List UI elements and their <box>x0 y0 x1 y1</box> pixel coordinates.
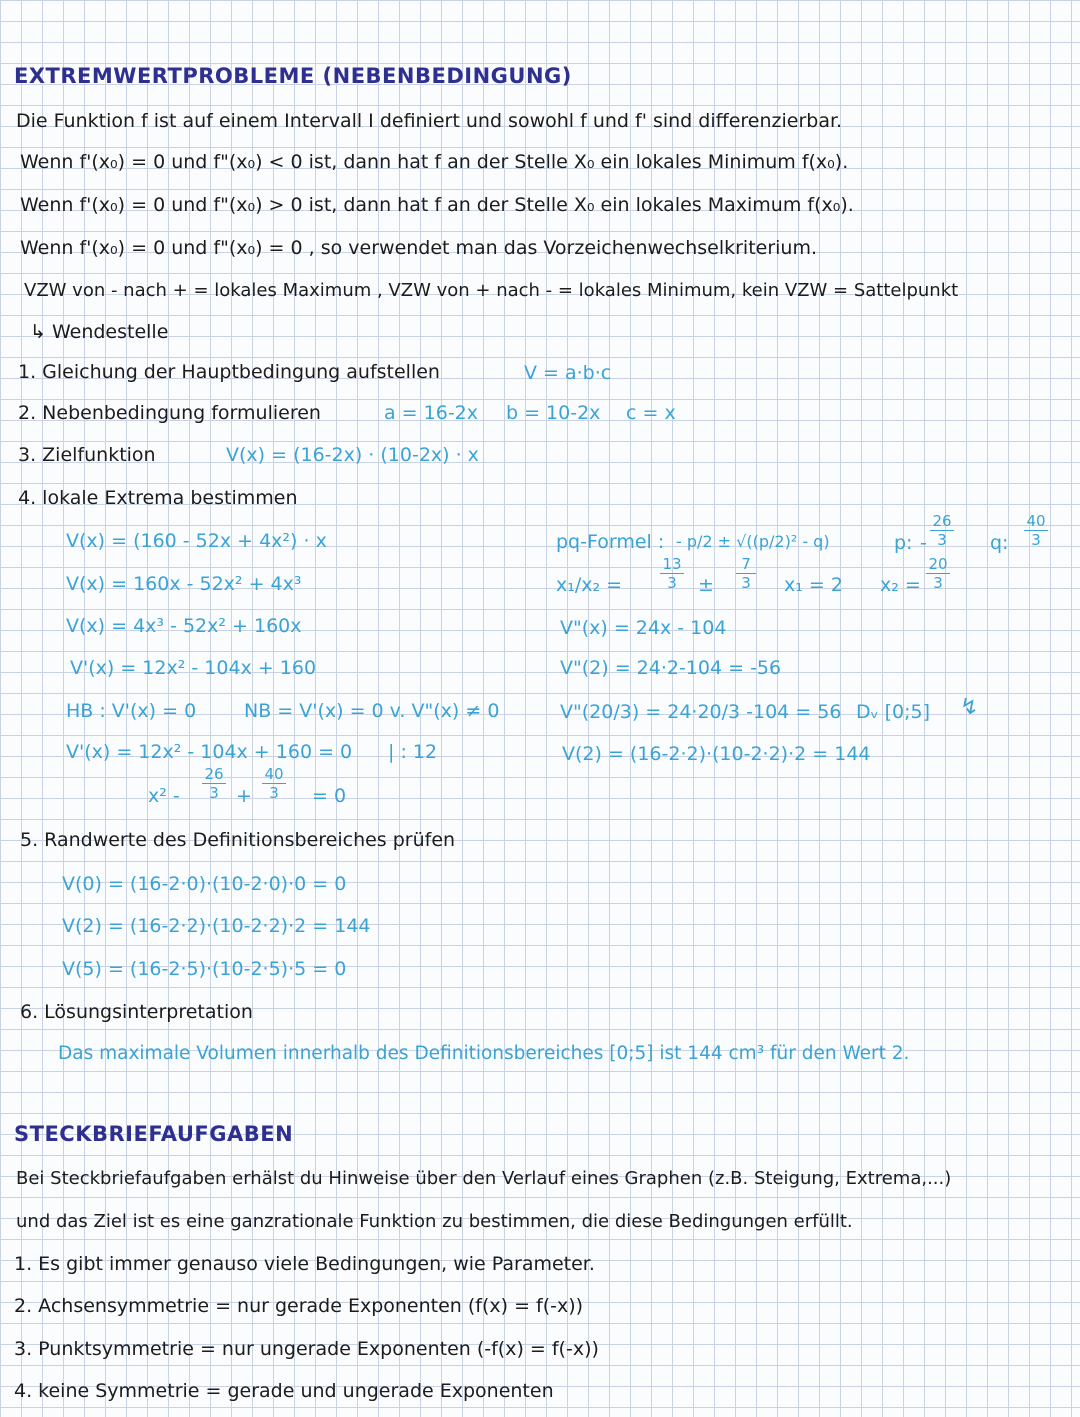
rule-maximum: Wenn f'(x₀) = 0 und f"(x₀) > 0 ist, dann hat f an der Stelle X₀ ein lokales Maximum f(x₀). <box>20 194 854 216</box>
fraction-denominator: 3 <box>933 574 943 592</box>
fraction-denominator: 3 <box>1031 531 1041 549</box>
section-title-extremwert: EXTREMWERTPROBLEME (NEBENBEDINGUNG) <box>14 64 572 88</box>
fraction-denominator: 3 <box>209 784 219 802</box>
steckbrief-intro-1: Bei Steckbriefaufgaben erhälst du Hinweise über den Verlauf eines Graphen (z.B. Steigung, Extrema,...) <box>16 1168 952 1189</box>
boundary-v0: V(0) = (16-2·0)·(10-2·0)·0 = 0 <box>62 873 347 895</box>
vzw-criterion: VZW von - nach + = lokales Maximum , VZW von + nach - = lokales Minimum, kein VZW = Sattelpunkt <box>24 280 959 301</box>
quadratic-equals: = 0 <box>312 785 347 807</box>
quadratic-plus: + <box>236 785 252 807</box>
intro-text: Die Funktion f ist auf einem Intervall I definiert und sowohl f und f' sind differenzierbar. <box>16 110 843 132</box>
fraction-denominator: 3 <box>937 531 947 549</box>
step-4-label: 4. lokale Extrema bestimmen <box>18 487 298 509</box>
calc-line-3: V(x) = 4x³ - 52x² + 160x <box>66 615 302 637</box>
p-sign: - <box>920 532 927 554</box>
rule-vzw: Wenn f'(x₀) = 0 und f"(x₀) = 0 , so verwendet man das Vorzeichenwechselkriterium. <box>20 237 818 259</box>
volume-at-2: V(2) = (16-2·2)·(10-2·2)·2 = 144 <box>562 743 871 765</box>
equation-divide: | : 12 <box>388 741 438 763</box>
steckbrief-intro-2: und das Ziel ist es eine ganzrationale Funktion zu bestimmen, die diese Bedingungen erfüllt. <box>16 1211 853 1232</box>
fraction-20-3 <box>926 556 950 591</box>
plus-minus: ± <box>698 574 714 596</box>
pq-label: pq-Formel : <box>556 531 665 553</box>
q-label: q: <box>990 532 1009 554</box>
equation-line: V'(x) = 12x² - 104x + 160 = 0 <box>66 741 353 763</box>
rule-minimum: Wenn f'(x₀) = 0 und f"(x₀) < 0 ist, dann hat f an der Stelle X₀ ein lokales Minimum f(x₀). <box>20 151 849 173</box>
x2-label: x₂ = <box>880 574 921 596</box>
fraction-numerator: 7 <box>741 555 751 573</box>
fraction-numerator: 40 <box>264 765 284 783</box>
steckbrief-item-2: 2. Achsensymmetrie = nur gerade Exponenten (f(x) = f(-x)) <box>14 1295 584 1317</box>
fraction-numerator: 40 <box>1026 512 1046 530</box>
fraction-numerator: 20 <box>928 555 948 573</box>
p-label: p: <box>894 532 913 554</box>
steckbrief-item-3: 3. Punktsymmetrie = nur ungerade Exponenten (-f(x) = f(-x)) <box>14 1338 599 1360</box>
pq-formula: - p/2 ± √((p/2)² - q) <box>676 532 830 551</box>
fraction-numerator: 26 <box>932 512 952 530</box>
step-2-c: c = x <box>626 402 676 424</box>
nb-condition: NB = V'(x) = 0 v. V"(x) ≠ 0 <box>244 700 500 722</box>
fraction-denominator: 3 <box>269 784 279 802</box>
domain-interval: Dᵥ [0;5] <box>856 701 930 723</box>
x12-label: x₁/x₂ = <box>556 574 623 596</box>
calc-line-2: V(x) = 160x - 52x² + 4x³ <box>66 573 302 595</box>
q-fraction <box>1024 513 1048 548</box>
second-derivative-at-20-3: V"(20/3) = 24·20/3 -104 = 56 <box>560 701 842 723</box>
step-1-label: 1. Gleichung der Hauptbedingung aufstellen <box>18 361 440 383</box>
contradiction-flash-icon: ↯ <box>960 695 979 720</box>
steckbrief-item-4: 4. keine Symmetrie = gerade und ungerade Exponenten <box>14 1380 554 1402</box>
fraction-7-3 <box>736 556 756 591</box>
step-2-label: 2. Nebenbedingung formulieren <box>18 402 321 424</box>
wendestelle-note: ↳ Wendestelle <box>30 321 169 343</box>
step-6-label: 6. Lösungsinterpretation <box>20 1001 253 1023</box>
step-2-a: a = 16-2x <box>384 402 479 424</box>
fraction-denominator: 3 <box>741 574 751 592</box>
second-derivative-at-2: V"(2) = 24·2-104 = -56 <box>560 657 782 679</box>
step-1-formula: V = a·b·c <box>524 362 612 384</box>
x1-result: x₁ = 2 <box>784 574 843 596</box>
fraction-numerator: 13 <box>662 555 682 573</box>
boundary-v5: V(5) = (16-2·5)·(10-2·5)·5 = 0 <box>62 958 347 980</box>
fraction-numerator: 26 <box>204 765 224 783</box>
boundary-v2: V(2) = (16-2·2)·(10-2·2)·2 = 144 <box>62 915 371 937</box>
conclusion-text: Das maximale Volumen innerhalb des Definitionsbereiches [0;5] ist 144 cm³ für den Wert 2. <box>58 1043 910 1064</box>
calc-line-4: V'(x) = 12x² - 104x + 160 <box>70 657 317 679</box>
step-5-label: 5. Randwerte des Definitionsbereiches prüfen <box>20 829 456 851</box>
fraction-13-3 <box>660 556 684 591</box>
calc-line-1: V(x) = (160 - 52x + 4x²) · x <box>66 530 327 552</box>
fraction-40-3 <box>262 766 286 801</box>
p-fraction <box>930 513 954 548</box>
steckbrief-item-1: 1. Es gibt immer genauso viele Bedingungen, wie Parameter. <box>14 1253 595 1275</box>
fraction-26-3 <box>202 766 226 801</box>
quadratic-x: x² - <box>148 785 180 807</box>
section-title-steckbrief: STECKBRIEFAUFGABEN <box>14 1122 294 1146</box>
second-derivative: V"(x) = 24x - 104 <box>560 617 727 639</box>
hb-condition: HB : V'(x) = 0 <box>66 700 197 722</box>
step-3-label: 3. Zielfunktion <box>18 444 156 466</box>
fraction-denominator: 3 <box>667 574 677 592</box>
step-3-formula: V(x) = (16-2x) · (10-2x) · x <box>226 444 479 466</box>
step-2-b: b = 10-2x <box>506 402 601 424</box>
